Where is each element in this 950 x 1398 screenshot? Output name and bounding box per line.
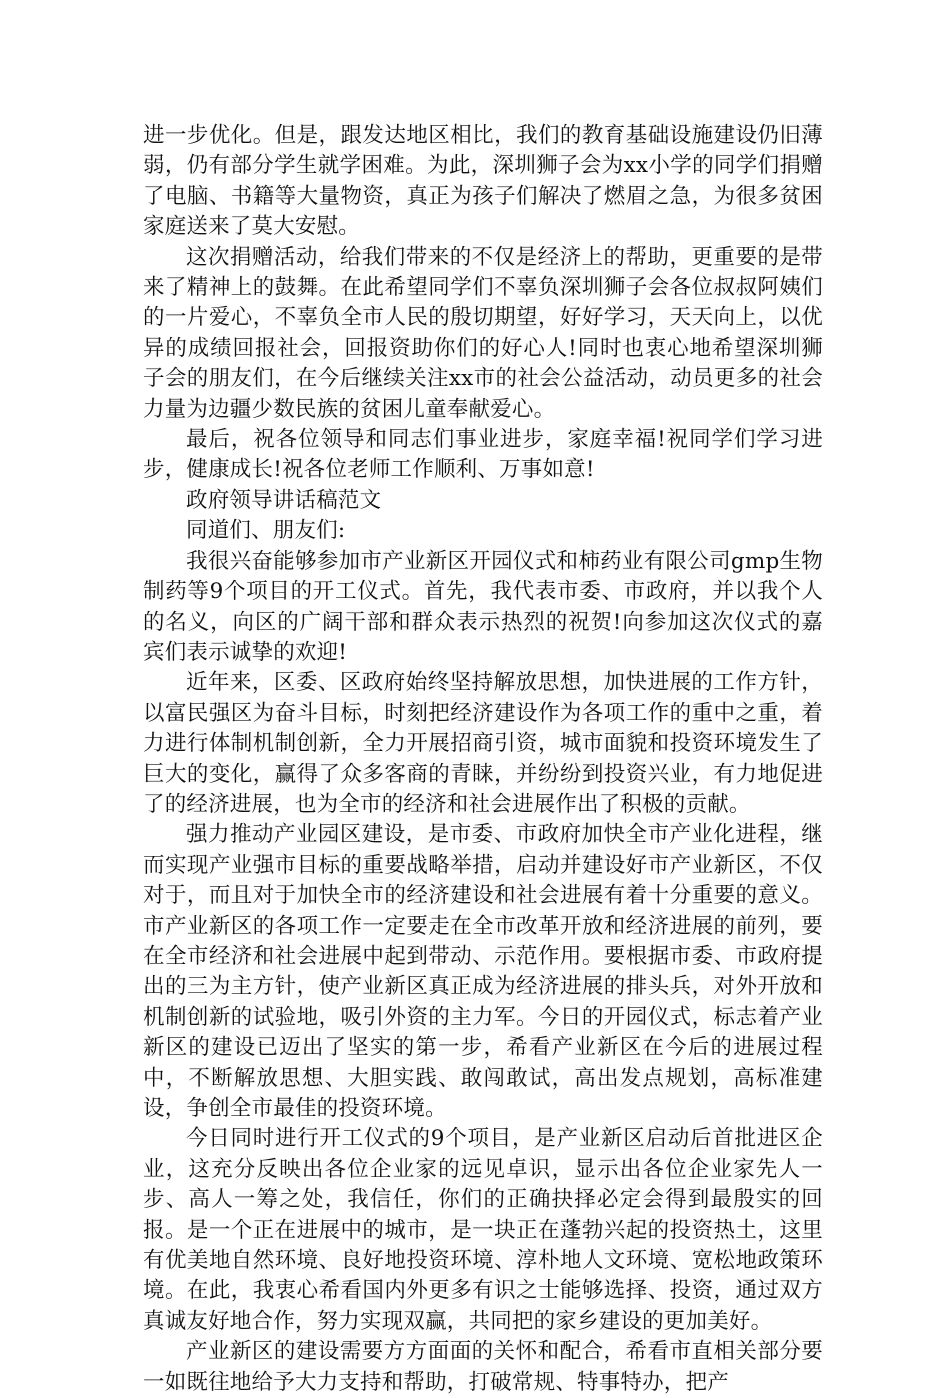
speech-title: 政府领导讲话稿范文: [186, 487, 382, 513]
paragraph-2: 这次捐赠活动，给我们带来的不仅是经济上的帮助，更重要的是带来了精神上的鼓舞。在此希望同学们不辜负深圳狮子会各位叔叔阿姨们的一片爱心，不辜负全市人民的殷切期望，好好学习，天天向上，以优异的成绩回报社会，回报资助你们的好心人!同时也衷心地希望深圳狮子会的朋友们，在今后继续关注xx市的社会公益活动，动员更多的社会力量为边疆少数民族的贫困儿童奉献爱心。: [143, 244, 823, 422]
paragraph-8: 强力推动产业园区建设，是市委、市政府加快全市产业化进程，继而实现产业强市目标的重要战略举措，启动并建设好市产业新区，不仅对于，而且对于加快全市的经济建设和社会进展有着十分重要的意义。市产业新区的各项工作一定要走在全市改革开放和经济进展的前列，要在全市经济和社会进展中起到带动、示范作用。要根据市委、市政府提出的三为主方针，使产业新区真正成为经济进展的排头兵，对外开放和机制创新的试验地，吸引外资的主力军。今日的开园仪式，标志着产业新区的建设已迈出了坚实的第一步，希看产业新区在今后的进展过程中，不断解放思想、大胆实践、敢闯敢试，高出发点规划，高标准建设，争创全市最佳的投资环境。: [143, 822, 823, 1121]
paragraph-6: 我很兴奋能够参加市产业新区开园仪式和柿药业有限公司gmp生物制药等9个项目的开工仪式。首先，我代表市委、市政府，并以我个人的名义，向区的广阔干部和群众表示热烈的祝贺!向参加这次仪式的嘉宾们表示诚挚的欢迎!: [143, 548, 823, 665]
paragraph-10: 产业新区的建设需要方方面面的关怀和配合，希看市直相关部分要一如既往地给予大力支持和帮助，打破常规、特事特办，把产: [143, 1339, 823, 1395]
document-body: [143, 121, 823, 1398]
paragraph-1: 进一步优化。但是，跟发达地区相比，我们的教育基础设施建设仍旧薄弱，仍有部分学生就学困难。为此，深圳狮子会为xx小学的同学们捐赠了电脑、书籍等大量物资，真正为孩子们解决了燃眉之急，为很多贫困家庭送来了莫大安慰。: [143, 123, 823, 240]
paragraph-7: 近年来，区委、区政府始终坚持解放思想，加快进展的工作方针，以富民强区为奋斗目标，时刻把经济建设作为各项工作的重中之重，着力进行体制机制创新，全力开展招商引资，城市面貌和投资环境发生了巨大的变化，赢得了众多客商的青睐，并纷纷到投资兴业，有力地促进了的经济进展，也为全市的经济和社会进展作出了积极的贡献。: [143, 670, 823, 817]
paragraph-9: 今日同时进行开工仪式的9个项目，是产业新区启动后首批进区企业，这充分反映出各位企业家的远见卓识，显示出各位企业家先人一步、高人一筹之处，我信任，你们的正确抉择必定会得到最殷实的回报。是一个正在进展中的城市，是一块正在蓬勃兴起的投资热土，这里有优美地自然环境、良好地投资环境、淳朴地人文环境、宽松地政策环境。在此，我衷心希看国内外更多有识之士能够选择、投资，通过双方真诚友好地合作，努力实现双赢，共同把的家乡建设的更加美好。: [143, 1126, 823, 1334]
salutation: 同道们、朋友们:: [186, 518, 346, 544]
paragraph-3: 最后，祝各位领导和同志们事业进步，家庭幸福!祝同学们学习进步，健康成长!祝各位老师工作顺利、万事如意!: [143, 427, 823, 483]
